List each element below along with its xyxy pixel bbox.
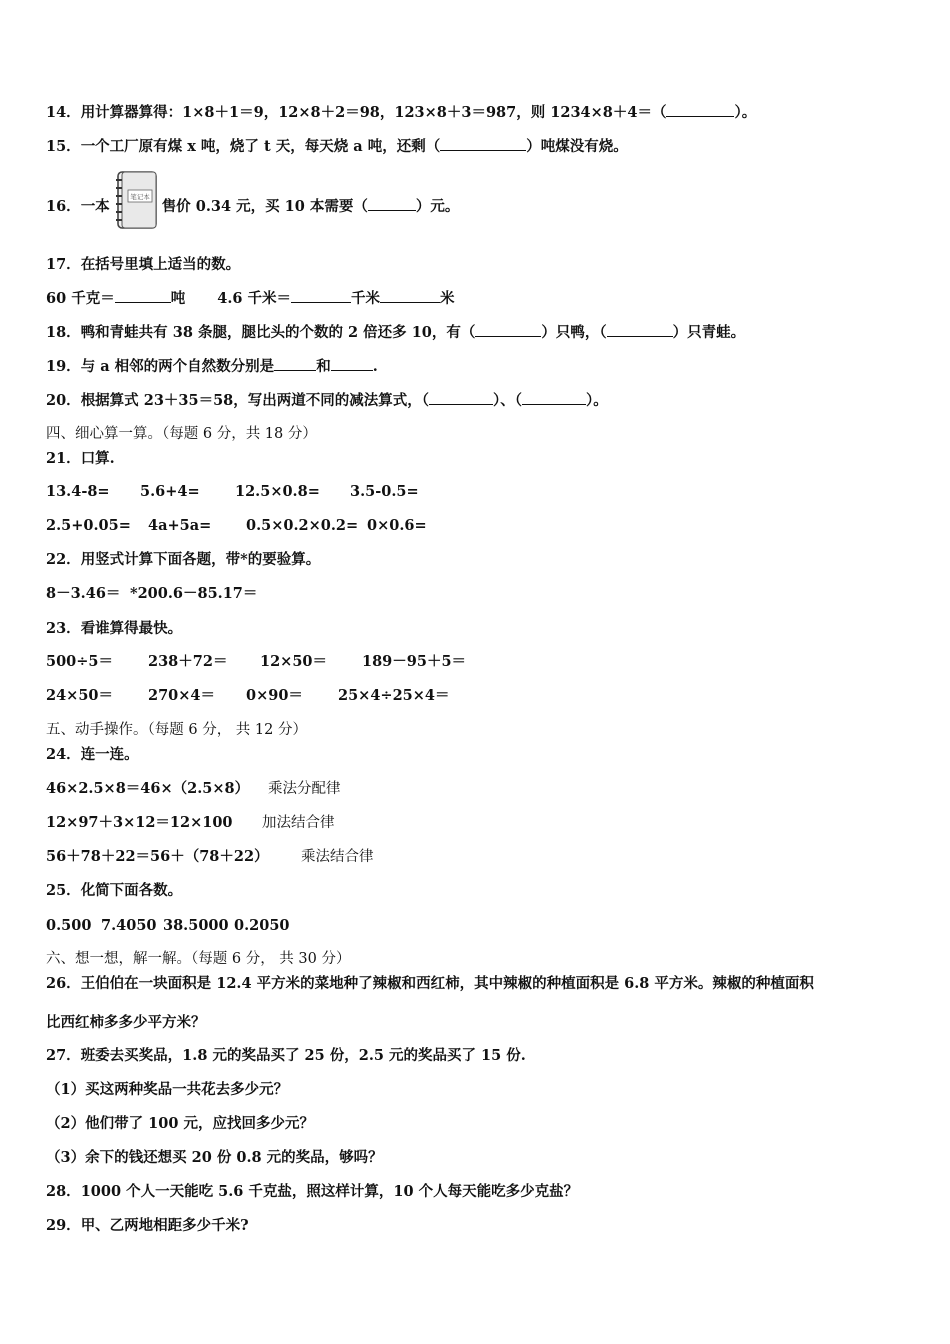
- q21-item: 0.5×0.2×0.2=: [246, 517, 359, 534]
- question-23: [46, 619, 182, 639]
- q14-text: 用计算器算得：1×8＋1＝9，12×8＋2＝98，123×8＋3＝987，则 1234×8＋4＝（: [80, 104, 667, 121]
- q14-blank[interactable]: [666, 102, 734, 117]
- q17-b-blank2[interactable]: [380, 288, 440, 303]
- q18-blank1[interactable]: [475, 322, 541, 337]
- question-15: [46, 136, 628, 157]
- q19-text: 与 a 相邻的两个自然数分别是: [80, 358, 275, 375]
- question-26: [46, 974, 814, 994]
- question-19: [46, 356, 378, 377]
- question-20: [46, 390, 608, 411]
- q22-item: 8－3.46＝: [46, 585, 121, 602]
- q17-b-unit1: 千米: [351, 290, 381, 307]
- q17-a-blank[interactable]: [115, 288, 171, 303]
- q21-item: 12.5×0.8=: [235, 483, 320, 500]
- q19-number: 19．: [46, 358, 81, 375]
- q17-b-blank1[interactable]: [291, 288, 351, 303]
- q23-item: 12×50＝: [260, 653, 328, 670]
- q27-sub-2: （2）他们带了 100 元，应找回多少元？: [46, 1115, 314, 1132]
- q19-blank2[interactable]: [331, 356, 373, 371]
- q18-text: 鸭和青蛙共有 38 条腿，腿比头的个数的 2 倍还多 10，有（: [80, 324, 476, 341]
- q24-left-item[interactable]: 12×97＋3×12＝12×100: [46, 814, 233, 831]
- q23-text: 看谁算得最快。: [80, 620, 183, 637]
- q21-item: 3.5-0.5=: [350, 483, 419, 500]
- q18-blank2[interactable]: [607, 322, 673, 337]
- q17-b: 4.6 千米＝: [217, 290, 292, 307]
- q20-blank2[interactable]: [522, 390, 586, 405]
- q16-pre-text: 一本: [80, 198, 110, 215]
- question-27: [46, 1046, 526, 1066]
- q17-items: [46, 288, 455, 309]
- q15-blank[interactable]: [440, 136, 526, 151]
- q21-item: 4a+5a=: [148, 517, 212, 534]
- q24-left-item[interactable]: 46×2.5×8＝46×（2.5×8）: [46, 780, 250, 797]
- q25-item: 7.4050: [101, 917, 157, 934]
- q23-item: 189－95＋5＝: [362, 653, 467, 670]
- q28-number: 28．: [46, 1183, 81, 1200]
- q16-post-text: 售价 0.34 元，买 10 本需要（: [161, 198, 368, 215]
- question-18: [46, 322, 745, 343]
- q21-item: 2.5+0.05=: [46, 517, 131, 534]
- q18-mid: ）只鸭，（: [541, 324, 607, 341]
- q21-number: 21．: [46, 450, 81, 467]
- q18-end: ）只青蛙。: [672, 324, 746, 341]
- q19-end: .: [372, 358, 378, 375]
- q20-text: 根据算式 23＋35＝58，写出两道不同的减法算式，（: [80, 392, 430, 409]
- q23-item: 500÷5＝: [46, 653, 114, 670]
- q24-text: 连一连。: [80, 746, 139, 763]
- question-28: [46, 1182, 578, 1202]
- q15-end: ）吨煤没有烧。: [526, 138, 628, 155]
- q21-text: 口算.: [80, 450, 115, 467]
- q26-line1: 王伯伯在一块面积是 12.4 平方米的菜地种了辣椒和西红柿，其中辣椒的种植面积是 6.8 平方米。辣椒的种植面积: [80, 975, 814, 992]
- q16-end: ）元。: [415, 198, 460, 215]
- q24-right-item[interactable]: 加法结合律: [262, 815, 335, 831]
- q14-number: 14．: [46, 104, 81, 121]
- q22-text: 用竖式计算下面各题，带*的要验算。: [80, 551, 321, 568]
- q23-item: 25×4÷25×4＝: [338, 687, 450, 704]
- q29-number: 29．: [46, 1217, 81, 1234]
- section-4-heading: 四、细心算一算。（每题 6 分，共 18 分）: [46, 426, 317, 442]
- q17-a: 60 千克＝: [46, 290, 115, 307]
- q15-text: 一个工厂原有煤 x 吨，烧了 t 天，每天烧 a 吨，还剩（: [80, 138, 441, 155]
- q21-item: 5.6+4=: [140, 483, 200, 500]
- q17-b-unit2: 米: [440, 290, 455, 307]
- q27-text: 班委去买奖品，1.8 元的奖品买了 25 份，2.5 元的奖品买了 15 份.: [80, 1047, 526, 1064]
- q25-text: 化简下面各数。: [80, 882, 183, 899]
- q29-text: 甲、乙两地相距多少千米?: [80, 1217, 249, 1234]
- q15-number: 15．: [46, 138, 81, 155]
- question-16: [46, 196, 459, 217]
- q23-item: 24×50＝: [46, 687, 114, 704]
- question-17: [46, 255, 240, 275]
- question-24: [46, 745, 139, 765]
- q23-item: 238＋72＝: [148, 653, 228, 670]
- q24-right-item[interactable]: 乘法分配律: [268, 781, 341, 797]
- q25-item: 0.500: [46, 917, 92, 934]
- question-25: [46, 881, 182, 901]
- q25-number: 25．: [46, 882, 81, 899]
- q20-mid: ）、（: [493, 392, 523, 409]
- question-22: [46, 550, 320, 570]
- q25-item: 0.2050: [234, 917, 290, 934]
- q26-number: 26．: [46, 975, 81, 992]
- q25-item: 38.5000: [163, 917, 229, 934]
- question-14: [46, 102, 756, 123]
- section-6-heading: 六、想一想，解一解。（每题 6 分， 共 30 分）: [46, 951, 351, 967]
- notebook-image: [112, 170, 160, 230]
- section-5-heading: 五、动手操作。（每题 6 分， 共 12 分）: [46, 722, 307, 738]
- q19-blank1[interactable]: [274, 356, 316, 371]
- q27-number: 27．: [46, 1047, 81, 1064]
- q23-item: 0×90＝: [246, 687, 303, 704]
- q23-number: 23．: [46, 620, 81, 637]
- q27-sub-3: （3）余下的钱还想买 20 份 0.8 元的奖品，够吗？: [46, 1149, 383, 1166]
- q20-number: 20．: [46, 392, 81, 409]
- q27-sub-1: （1）买这两种奖品一共花去多少元？: [46, 1081, 289, 1098]
- q26-line2: 比西红柿多多少平方米？: [46, 1014, 206, 1031]
- q16-blank[interactable]: [368, 196, 416, 211]
- q14-end: ）。: [734, 104, 757, 121]
- q17-a-unit: 吨: [170, 290, 186, 307]
- q24-number: 24．: [46, 746, 81, 763]
- q22-number: 22．: [46, 551, 81, 568]
- q16-number: 16．: [46, 198, 81, 215]
- q21-item: 0×0.6=: [367, 517, 427, 534]
- q28-text: 1000 个人一天能吃 5.6 千克盐，照这样计算，10 个人每天能吃多少克盐？: [80, 1183, 579, 1200]
- q17-text: 在括号里填上适当的数。: [80, 256, 241, 273]
- q22-item: *200.6－85.17＝: [130, 585, 258, 602]
- q21-item: 13.4-8=: [46, 483, 110, 500]
- question-21: [46, 449, 115, 469]
- q23-item: 270×4＝: [148, 687, 216, 704]
- q24-left-item[interactable]: 56＋78＋22＝56＋（78＋22）: [46, 848, 269, 865]
- question-29: [46, 1216, 249, 1236]
- q19-mid: 和: [316, 358, 331, 375]
- q20-blank1[interactable]: [429, 390, 493, 405]
- q24-right-item[interactable]: 乘法结合律: [301, 849, 374, 865]
- q17-number: 17．: [46, 256, 81, 273]
- q20-end: ）。: [586, 392, 608, 409]
- q18-number: 18．: [46, 324, 81, 341]
- notebook-label: 笔记本: [130, 193, 150, 201]
